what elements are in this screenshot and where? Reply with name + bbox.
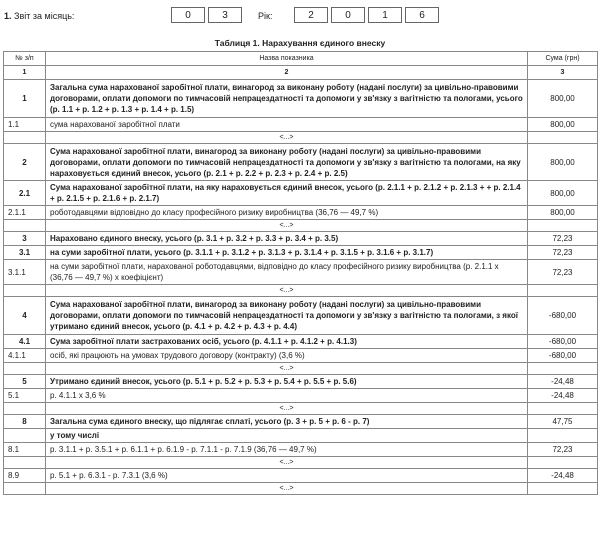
row-sum: 800,00 (528, 181, 598, 206)
header-sum: Сума (грн) (528, 52, 598, 66)
row-number: 8 (4, 415, 46, 429)
row-name: р. 4.1.1 х 3,6 % (46, 389, 528, 403)
month-digit-1[interactable]: 0 (171, 7, 205, 23)
table-row (4, 80, 598, 118)
row-name: Нараховано єдиного внеску, усього (р. 3.1 + р. 3.2 + р. 3.3 + р. 3.4 + р. 3.5) (46, 232, 528, 246)
row-sum: -24,48 (528, 469, 598, 483)
table-row (4, 349, 598, 363)
row-sum: 72,23 (528, 260, 598, 285)
row-number: 5 (4, 375, 46, 389)
table-row (4, 335, 598, 349)
row-number: 8.9 (4, 469, 46, 483)
row-sum: -24,48 (528, 375, 598, 389)
table-row (4, 375, 598, 389)
table-row (4, 181, 598, 206)
row-sum: 72,23 (528, 232, 598, 246)
row-sum: 800,00 (528, 206, 598, 220)
table-row (4, 260, 598, 285)
row-name: р. 3.1.1 + р. 3.5.1 + р. 6.1.1 + р. 6.1.9 - р. 7.1.1 - р. 7.1.9 (36,76 — 49,7 %) (46, 443, 528, 457)
table-row (4, 469, 598, 483)
row-number: 5.1 (4, 389, 46, 403)
row-sum: -680,00 (528, 349, 598, 363)
contribution-table (3, 51, 598, 495)
header-number: № з/п (4, 52, 46, 66)
year-digit-3[interactable]: 1 (368, 7, 402, 23)
row-name: у тому числі (46, 429, 528, 443)
month-digit-2[interactable]: 3 (208, 7, 242, 23)
row-name: роботодавцями відповідно до класу професійного ризику виробництва (36,76 — 49,7 %) (46, 206, 528, 220)
row-number: 3 (4, 232, 46, 246)
table-row (4, 389, 598, 403)
row-name: Сума нарахованої заробітної плати, винагород за виконану роботу (надані послуги) за цивільно-правовими договорами, оплати допомоги по тимчасовій непрацездатності та допомоги у зв'язку з вагітністю та пологами, з якої утримано єдиний внесок, усього (р. 4.1 + р. 4.2 + р. 4.3 + р. 4.4) (46, 297, 528, 335)
row-separator: <...> (4, 132, 598, 144)
row-separator: <...> (4, 403, 598, 415)
row-separator: <...> (4, 457, 598, 469)
column-number: 3 (528, 66, 598, 80)
column-number: 1 (4, 66, 46, 80)
row-name: сума нарахованої заробітної плати (46, 118, 528, 132)
table-header-row (4, 52, 598, 66)
row-name: на суми заробітної плати, нарахованої роботодавцями, відповідно до класу професійного ризику виробництва (р. 2.1.1 х (36,76 — 49,7 %) х коефіцієнт) (46, 260, 528, 285)
year-digit-4[interactable]: 6 (405, 7, 439, 23)
header-name: Назва показника (46, 52, 528, 66)
row-sum: 800,00 (528, 80, 598, 118)
row-sum: 47,75 (528, 415, 598, 429)
table-row (4, 443, 598, 457)
row-number: 1 (4, 80, 46, 118)
row-number: 8.1 (4, 443, 46, 457)
row-sum: -680,00 (528, 335, 598, 349)
row-number: 1.1 (4, 118, 46, 132)
row-number: 3.1 (4, 246, 46, 260)
row-number: 4.1.1 (4, 349, 46, 363)
table-row (4, 429, 598, 443)
table-row (4, 232, 598, 246)
column-numbers-row (4, 66, 598, 80)
month-label: 1. Звіт за місяць: (4, 11, 75, 21)
row-name: Загальна сума нарахованої заробітної плати, винагород за виконану роботу (надані послуги) за цивільно-правовими договорами, оплати допомоги по тимчасовій непрацездатності та допомоги у зв'язку з вагітністю та пологами, усього (р. 1.1 + р. 1.2 + р. 1.3 + р. 1.4 + р. 1.5) (46, 80, 528, 118)
table-row (4, 246, 598, 260)
row-separator: <...> (4, 220, 598, 232)
row-name: Сума заробітної плати застрахованих осіб, усього (р. 4.1.1 + р. 4.1.2 + р. 4.1.3) (46, 335, 528, 349)
row-number: 3.1.1 (4, 260, 46, 285)
row-sum: 72,23 (528, 246, 598, 260)
row-number: 4.1 (4, 335, 46, 349)
row-separator: <...> (4, 363, 598, 375)
row-name: на суми заробітної плати, усього (р. 3.1.1 + р. 3.1.2 + р. 3.1.3 + р. 3.1.4 + р. 3.1.5 + р. 3.1.6 + р. 3.1.7) (46, 246, 528, 260)
row-name: р. 5.1 + р. 6.3.1 - р. 7.3.1 (3,6 %) (46, 469, 528, 483)
report-period-bar (4, 7, 596, 25)
table-row (4, 415, 598, 429)
row-sum: 72,23 (528, 443, 598, 457)
row-sum: -24,48 (528, 389, 598, 403)
row-name: Утримано єдиний внесок, усього (р. 5.1 + р. 5.2 + р. 5.3 + р. 5.4 + р. 5.5 + р. 5.6) (46, 375, 528, 389)
row-name: осіб, які працюють на умовах трудового договору (контракту) (3,6 %) (46, 349, 528, 363)
row-number: 2 (4, 144, 46, 181)
row-number: 4 (4, 297, 46, 335)
row-number: 2.1.1 (4, 206, 46, 220)
row-separator: <...> (4, 483, 598, 495)
row-sum: -680,00 (528, 297, 598, 335)
row-number: 2.1 (4, 181, 46, 206)
row-separator: <...> (4, 285, 598, 297)
row-name: Сума нарахованої заробітної плати, винагород за виконану роботу (надані послуги) за цивільно-правовими договорами, оплати допомоги по тимчасовій непрацездатності та допомоги у зв'язку з вагітністю та пологами, на яку нараховується єдиний внесок, усього (р. 2.1 + р. 2.2 + р. 2.3 + р. 2.4 + р. 2.5) (46, 144, 528, 181)
table-row (4, 144, 598, 181)
row-sum: 800,00 (528, 144, 598, 181)
year-label: Рік: (258, 11, 273, 21)
table-row (4, 206, 598, 220)
row-name: Сума нарахованої заробітної плати, на яку нараховується єдиний внесок, усього (р. 2.1.1 + р. 2.1.2 + р. 2.1.3 + + р. 2.1.4 + р. 2.1.5 + р. 2.1.6 + р. 2.1.7) (46, 181, 528, 206)
column-number: 2 (46, 66, 528, 80)
row-name: Загальна сума єдиного внеску, що підлягає сплаті, усього (р. 3 + р. 5 + р. 6 - р. 7) (46, 415, 528, 429)
year-digit-2[interactable]: 0 (331, 7, 365, 23)
row-sum: 800,00 (528, 118, 598, 132)
year-digit-1[interactable]: 2 (294, 7, 328, 23)
table-row (4, 297, 598, 335)
table-title: Таблиця 1. Нарахування єдиного внеску (214, 38, 386, 48)
row-sum (528, 429, 598, 443)
row-number (4, 429, 46, 443)
table-row (4, 118, 598, 132)
